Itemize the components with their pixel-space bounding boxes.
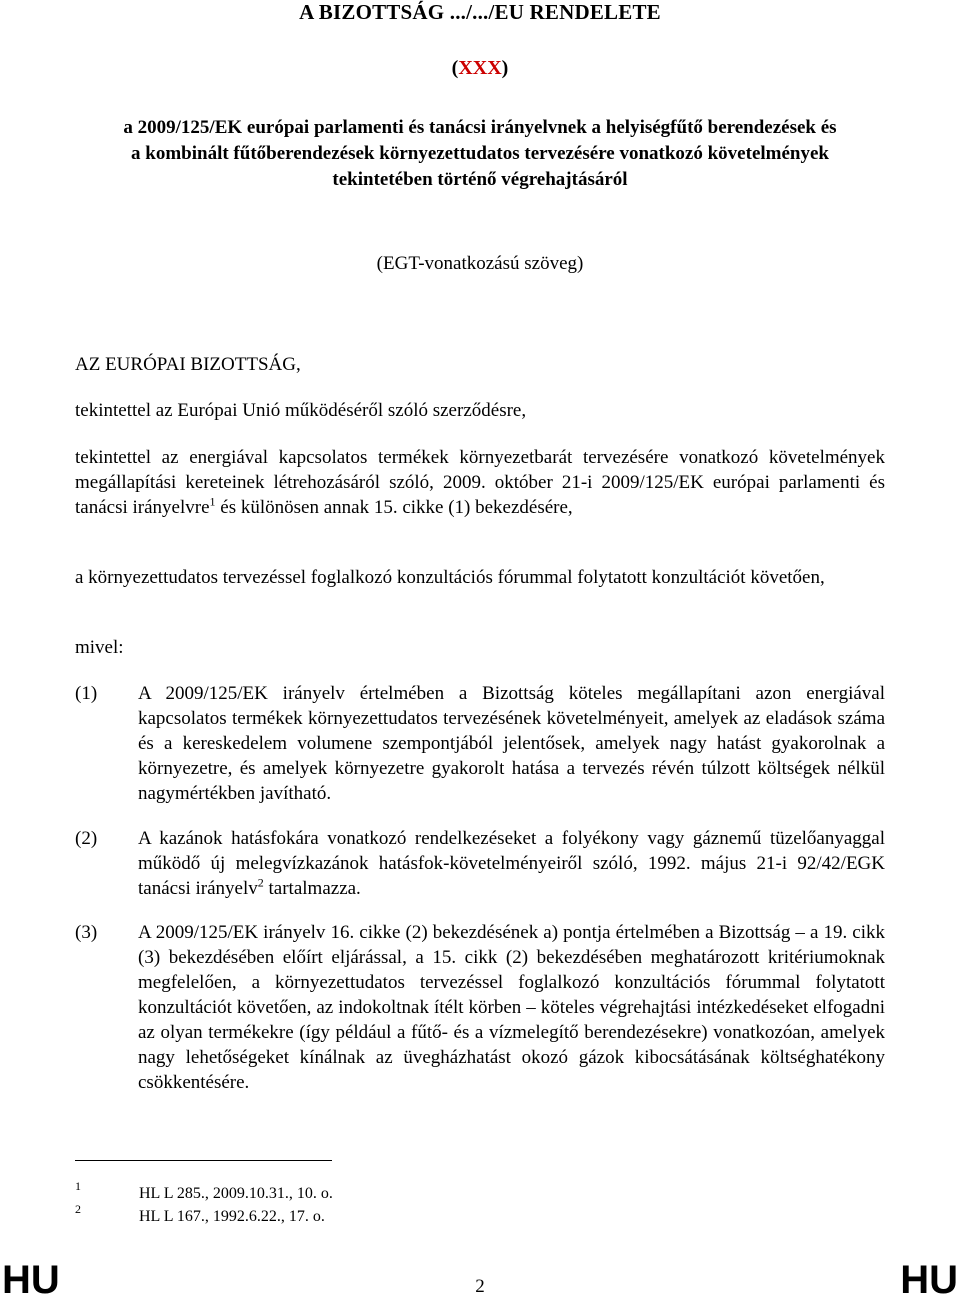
document-title: A BIZOTTSÁG .../.../EU RENDELETE (299, 0, 661, 24)
language-code-left: HU (2, 1258, 60, 1302)
citation-directive-text-end: és különösen annak 15. cikke (1) bekezdésére, (215, 497, 573, 518)
citation-directive (75, 445, 885, 520)
subject-line: a kombinált fűtőberendezések környezettudatos tervezésére vonatkozó követelmények (131, 143, 829, 164)
recital-text-wrap (138, 826, 885, 901)
subject-line: tekintetében történő végrehajtásáról (332, 169, 628, 190)
footnote-text: HL L 285., 2009.10.31., 10. o. (139, 1185, 333, 1202)
issuer: AZ EURÓPAI BIZOTTSÁG, (75, 354, 301, 375)
recital-text-end: tartalmazza. (263, 878, 361, 899)
language-code-right: HU (900, 1258, 958, 1302)
recital-number: (3) (75, 922, 98, 943)
reference-placeholder: XXX (458, 57, 502, 79)
reference-open-paren: ( (451, 57, 459, 79)
recital-number: (2) (75, 828, 98, 849)
recital-text: A kazánok hatásfokára vonatkozó rendelkezéseket a folyékony vagy gáznemű tüzelőanyaggal működő új melegvízkazánok hatásfok-követelményeiről szóló, 1992. május 21-i 92/42/EGK tanácsi irányelv (138, 828, 885, 899)
subject-line: a 2009/125/EK európai parlamenti és tanácsi irányelvnek a helyiségfűtő berendezések és (123, 117, 837, 138)
footnote-text: HL L 167., 1992.6.22., 17. o. (139, 1208, 325, 1225)
recital-text: A 2009/125/EK irányelv értelmében a Bizottság köteles megállapítani azon energiával kapcsolatos termékek környezettudatos tervezésének követelményeit, amelyek az eladások száma és a kereskedelem volumene szempontjából jelentősek, amelyek nagy hatást gyakorolnak a környezetre, és amelyek környezetre gyakorolt hatása a tervezés révén túlzott költségek nélkül nagymértékben javítható. (138, 683, 885, 804)
footnote-number: 2 (75, 1202, 81, 1216)
recital-text: A 2009/125/EK irányelv 16. cikke (2) bekezdésének a) pontja értelmében a Bizottság – a 19. cikk (3) bekezdésében előírt eljárással, a 15. cikk (2) bekezdésében meghatározott kritériumoknak megfelelően, a környezettudatos tervezéssel foglalkozó konzultációs fórummal folytatott konzultációt követően, az indokoltnak ítélt körben – köteles végrehajtási intézkedéseket elfogadni az olyan termékekre (így például a fűtő- és a vízmelegítő berendezésekre) vonatkozóan, amelyek nagy lehetőségeket kínálnak az üvegházhatást okozó gázok kibocsátásának költséghatékony csökkentésére. (138, 922, 885, 1093)
recital-number: (1) (75, 683, 98, 704)
whereas-label: mivel: (75, 637, 124, 658)
citation-treaty: tekintettel az Európai Unió működéséről szóló szerződésre, (75, 400, 527, 421)
footnote-number: 1 (75, 1179, 81, 1193)
document-reference (0, 57, 960, 80)
citation-directive-text: tekintettel az energiával kapcsolatos termékek környezetbarát tervezésére vonatkozó követelmények megállapítási kereteinek létrehozásáról szóló, 2009. október 21-i 2009/125/EK európai parlamenti és tanácsi irányelvre (75, 447, 885, 518)
reference-close-paren: ) (501, 57, 509, 79)
document-subject (75, 115, 885, 193)
page-number: 2 (475, 1276, 485, 1297)
footnote-ref-2: 2 (257, 875, 264, 890)
consultation-clause: a környezettudatos tervezéssel foglalkozó konzultációs fórummal folytatott konzultációt követően, (75, 567, 825, 588)
eea-relevance-note: (EGT-vonatkozású szöveg) (376, 253, 584, 274)
footnote-separator (75, 1160, 332, 1161)
footnote-ref-1: 1 (209, 494, 216, 509)
